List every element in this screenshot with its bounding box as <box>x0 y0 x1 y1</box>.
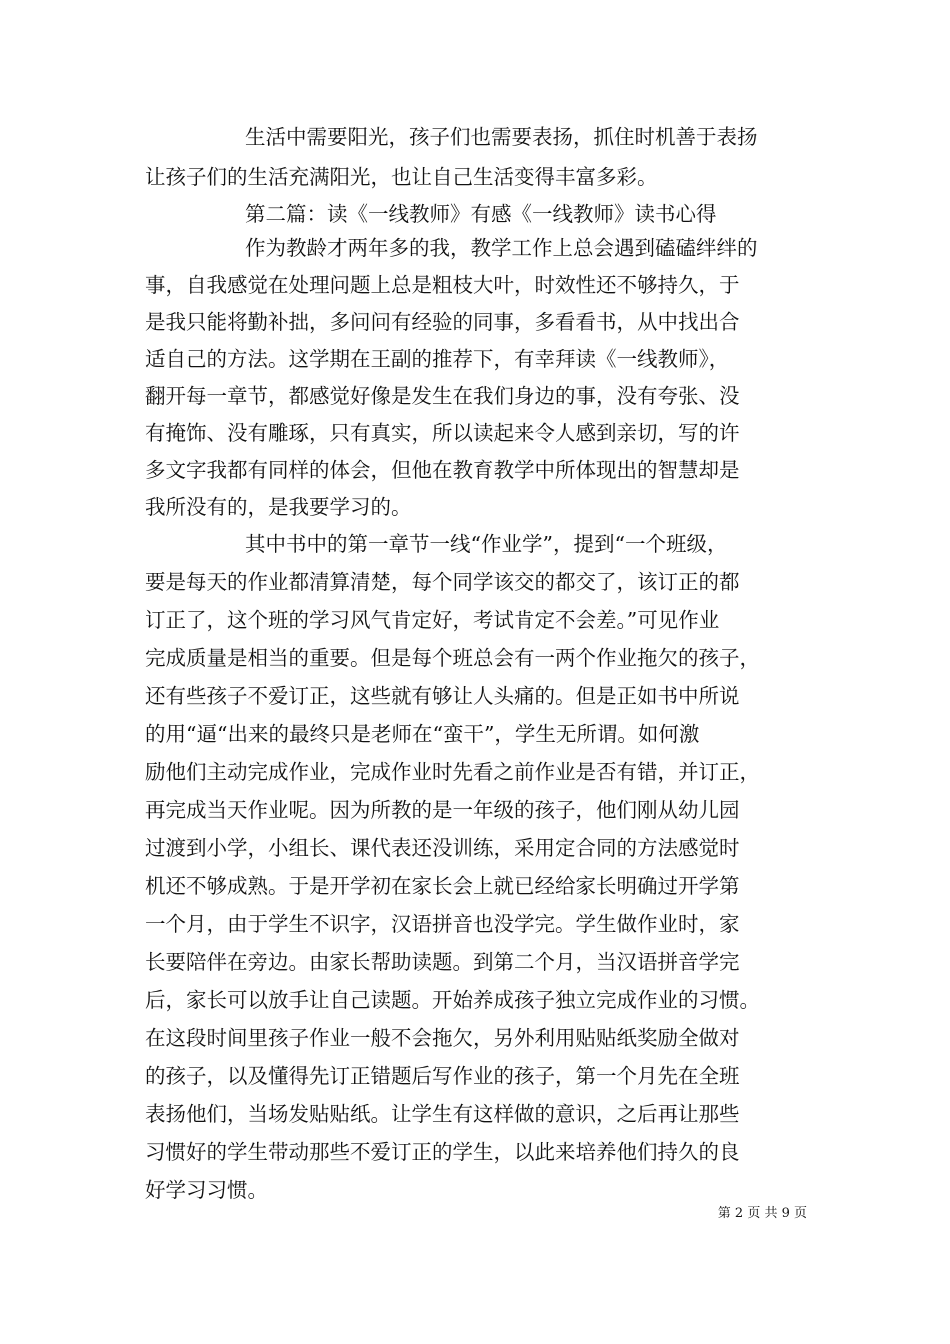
paragraph-line: 好学习习惯。 <box>145 1178 268 1202</box>
paragraph-line: 再完成当天作业呢。因为所教的是一年级的孩子，他们刚从幼儿园 <box>145 798 740 822</box>
paragraph-line: 表扬他们，当场发贴贴纸。让学生有这样做的意识，之后再让那些 <box>145 1102 740 1126</box>
paragraph-line: 一个月，由于学生不识字，汉语拼音也没学完。学生做作业时，家 <box>145 912 740 936</box>
paragraph-line: 习惯好的学生带动那些不爱订正的学生，以此来培养他们持久的良 <box>145 1140 740 1164</box>
paragraph-line: 生活中需要阳光，孩子们也需要表扬，抓住时机善于表扬 <box>245 125 758 149</box>
paragraph-line: 翻开每一章节，都感觉好像是发生在我们身边的事，没有夸张、没 <box>145 384 740 408</box>
section-title: 第二篇：读《一线教师》有感《一线教师》读书心得 <box>245 202 717 226</box>
paragraph-line: 在这段时间里孩子作业一般不会拖欠，另外利用贴贴纸奖励全做对 <box>145 1026 740 1050</box>
paragraph-line: 有掩饰、没有雕琢，只有真实，所以读起来令人感到亲切，写的许 <box>145 421 740 445</box>
paragraph-line: 励他们主动完成作业，完成作业时先看之前作业是否有错，并订正， <box>145 760 760 784</box>
paragraph-line: 适自己的方法。这学期在王副的推荐下，有幸拜读《一线教师》， <box>145 347 730 371</box>
paragraph-line: 我所没有的，是我要学习的。 <box>145 495 412 519</box>
paragraph-line: 作为教龄才两年多的我，教学工作上总会遇到磕磕绊绊的 <box>245 236 758 260</box>
paragraph-line: 过渡到小学，小组长、课代表还没训练，采用定合同的方法感觉时 <box>145 836 740 860</box>
paragraph-line: 要是每天的作业都清算清楚，每个同学该交的都交了，该订正的都 <box>145 570 740 594</box>
paragraph-line: 订正了，这个班的学习风气肯定好，考试肯定不会差。”可见作业 <box>145 608 720 632</box>
page-number: 第 2 页 共 9 页 <box>717 1206 807 1221</box>
paragraph-line: 是我只能将勤补拙，多问问有经验的同事，多看看书，从中找出合 <box>145 310 740 334</box>
paragraph-line: 让孩子们的生活充满阳光，也让自己生活变得丰富多彩。 <box>145 165 658 189</box>
paragraph-line: 机还不够成熟。于是开学初在家长会上就已经给家长明确过开学第 <box>145 874 740 898</box>
paragraph-line: 其中书中的第一章节一线“作业学”，提到“一个班级， <box>245 532 728 556</box>
paragraph-line: 的孩子，以及懂得先订正错题后写作业的孩子，第一个月先在全班 <box>145 1064 740 1088</box>
paragraph-line: 长要陪伴在旁边。由家长帮助读题。到第二个月，当汉语拼音学完 <box>145 950 740 974</box>
paragraph-line: 还有些孩子不爱订正，这些就有够让人头痛的。但是正如书中所说 <box>145 684 740 708</box>
paragraph-line: 后，家长可以放手让自己读题。开始养成孩子独立完成作业的习惯。 <box>145 988 760 1012</box>
paragraph-line: 多文字我都有同样的体会，但他在教育教学中所体现出的智慧却是 <box>145 458 740 482</box>
paragraph-line: 事，自我感觉在处理问题上总是粗枝大叶，时效性还不够持久，于 <box>145 273 740 297</box>
paragraph-line: 完成质量是相当的重要。但是每个班总会有一两个作业拖欠的孩子， <box>145 646 760 670</box>
paragraph-line: 的用“逼“出来的最终只是老师在“蛮干”，学生无所谓。如何激 <box>145 722 700 746</box>
